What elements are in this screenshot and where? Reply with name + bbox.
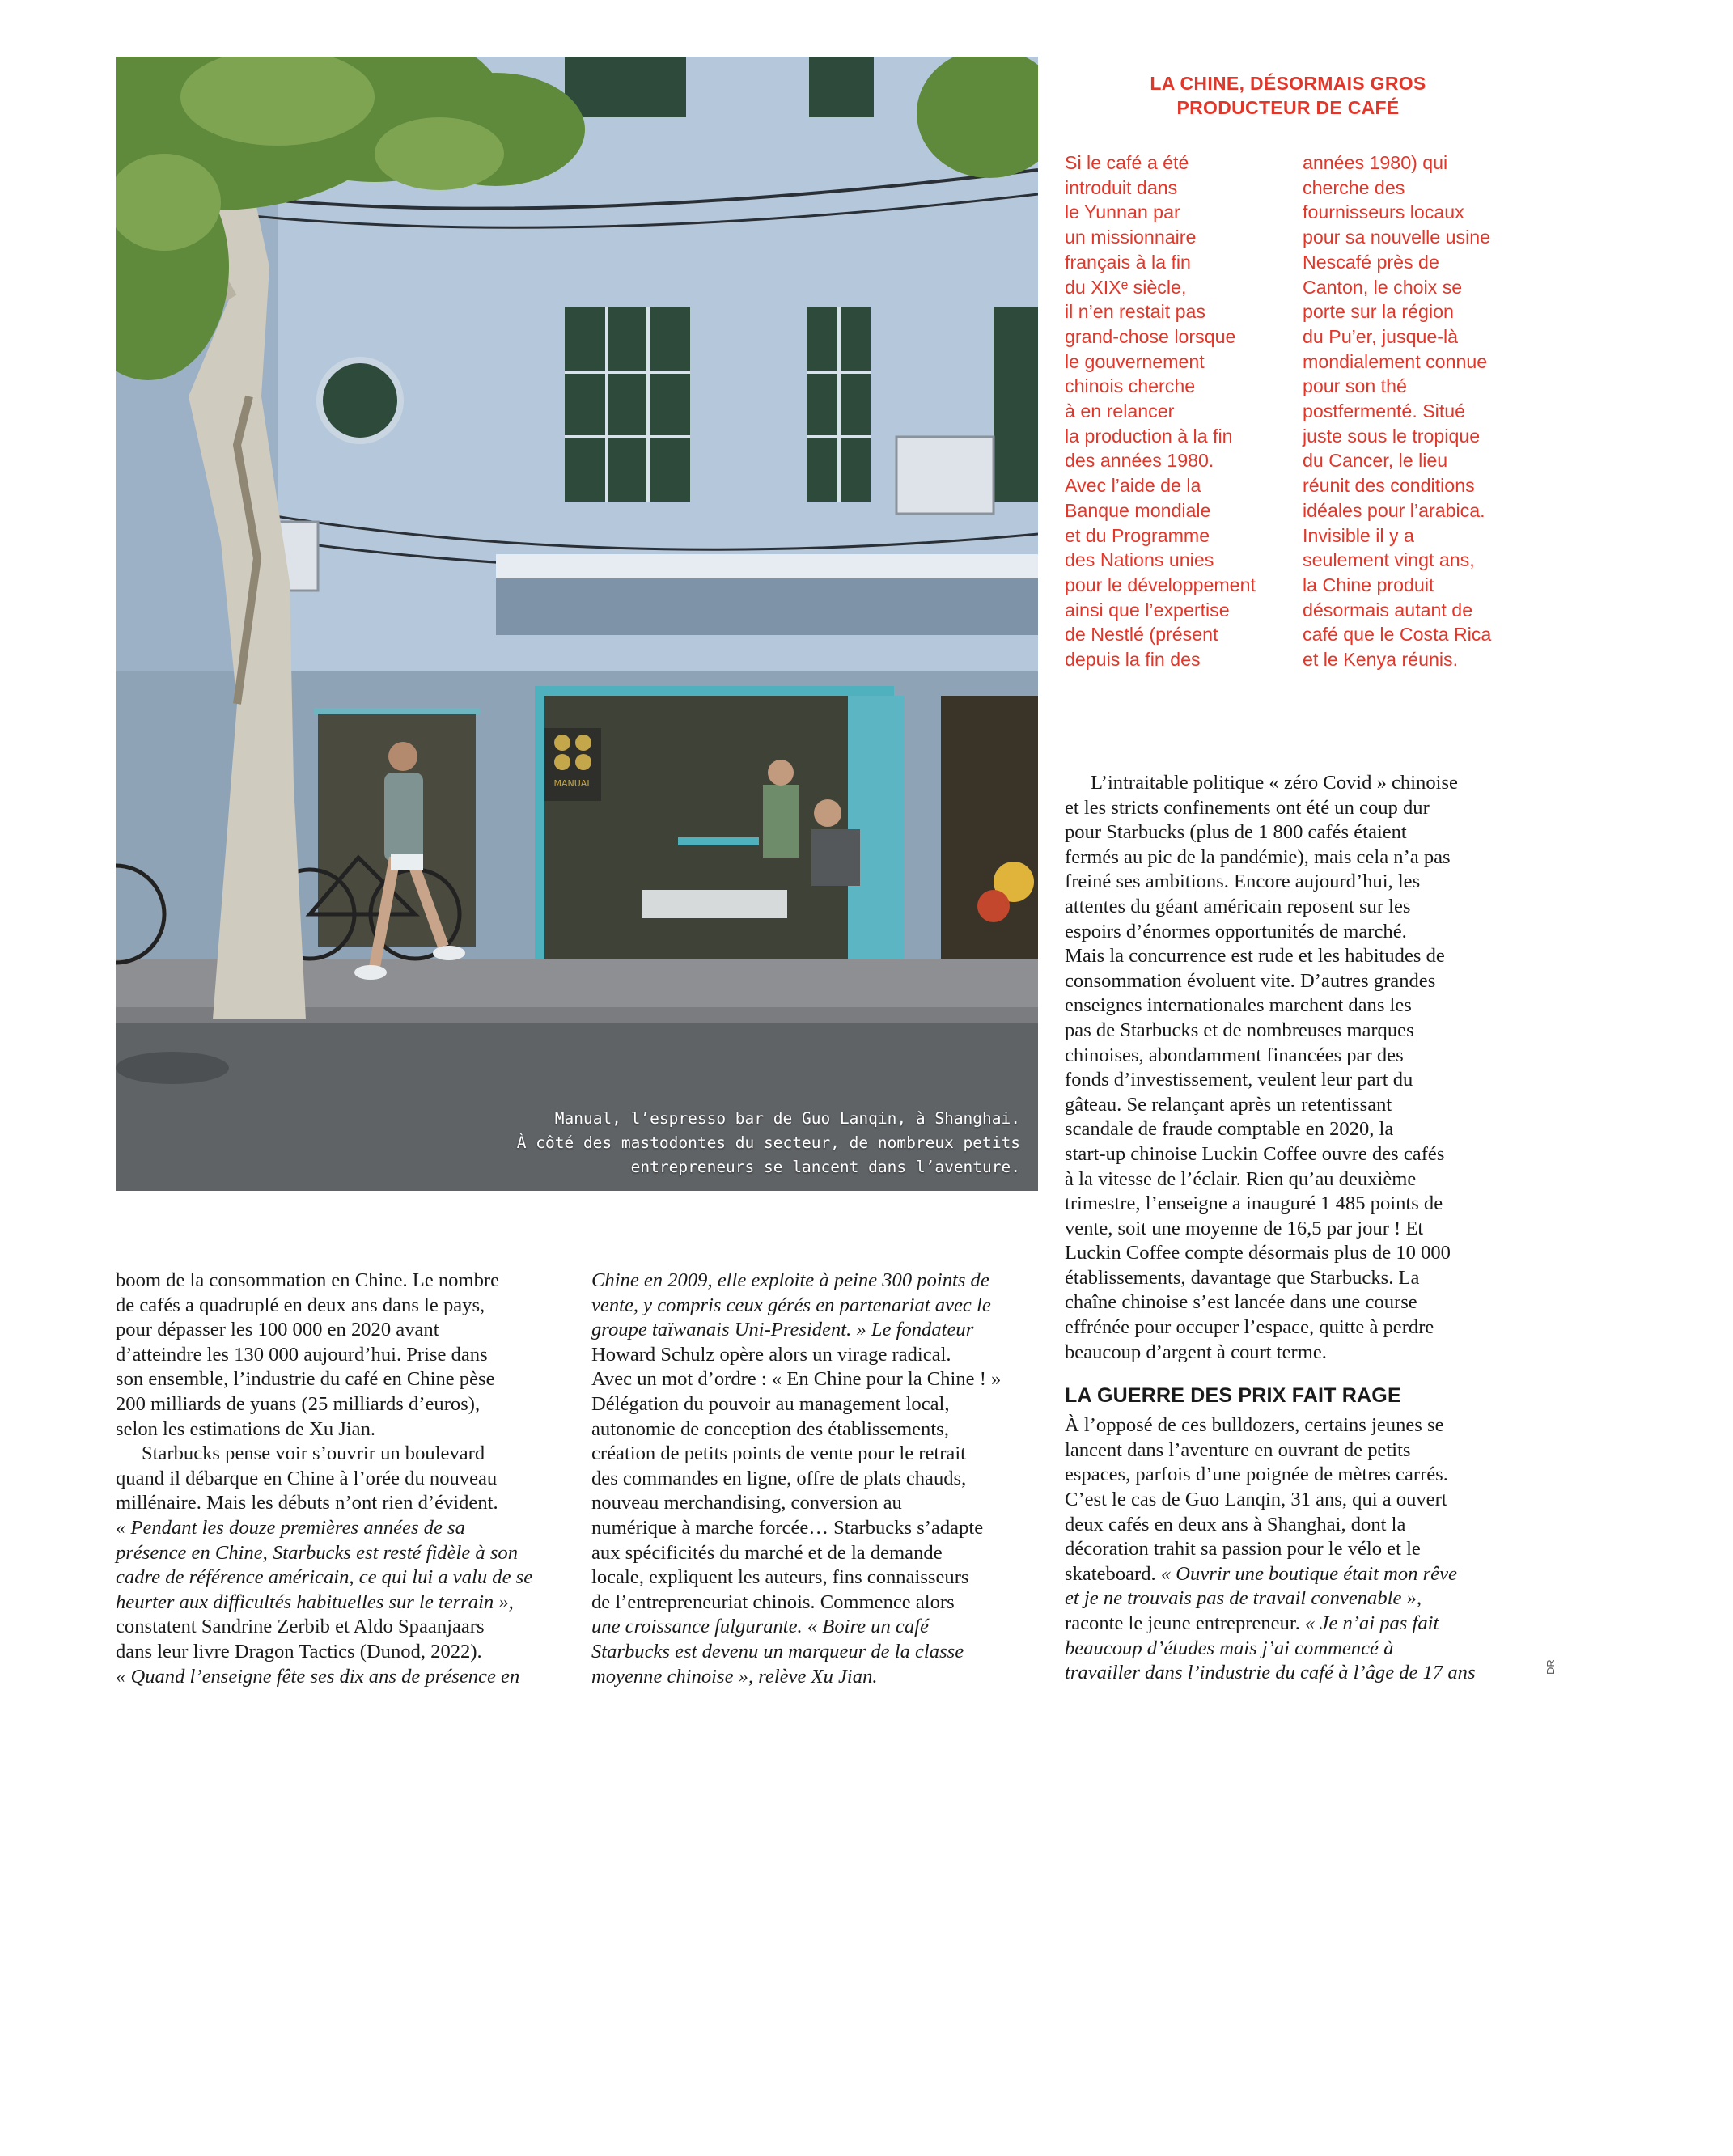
text-line: chinoises, abondamment financées par des [1065,1044,1404,1066]
text-line: du XIXᵉ siècle, [1065,276,1187,298]
text-line: son ensemble, l’industrie du café en Chine pèse [116,1368,495,1391]
text-line: cadre de référence américain, ce qui lui a valu de se [116,1566,533,1589]
text-line [1065,1612,1518,1637]
text-line: de cafés a quadruplé en deux ans dans le pays, [116,1294,485,1316]
text-line: postfermenté. Situé [1303,400,1466,422]
text-line: et les stricts confinements ont été un coup dur [1065,796,1430,819]
text-line: moyenne chinoise », relève Xu Jian. [591,1665,878,1688]
text-line: À l’opposé de ces bulldozers, certains jeunes se [1065,1414,1444,1437]
text-line: le Yunnan par [1065,201,1180,223]
text-line: mondialement connue [1303,350,1488,372]
text-line: effrénée pour occuper l’espace, quitte à perdre [1065,1316,1434,1339]
text-line: à en relancer [1065,400,1175,422]
text-line: des commandes en ligne, offre de plats chauds, [591,1467,967,1489]
text-line: depuis la fin des [1065,649,1201,671]
text-line: gâteau. Se relançant après un retentissant [1065,1093,1392,1116]
caption-line: Manual, l’espresso bar de Guo Lanqin, à Shanghai. [554,1109,1020,1128]
text-line: Avec l’aide de la [1065,475,1201,497]
caption-line: À côté des mastodontes du secteur, de nombreux petits [516,1133,1020,1152]
text-line: beaucoup d’études mais j’ai commencé à [1065,1637,1394,1659]
text-line: quand il débarque en Chine à l’orée du nouveau [116,1467,498,1489]
text-line: d’atteindre les 130 000 aujourd’hui. Prise dans [116,1343,488,1366]
text-line: et le Kenya réunis. [1303,649,1459,671]
text-line: Si le café a été [1065,152,1189,173]
text-line: vente, soit une moyenne de 16,5 par jour ! Et [1065,1217,1424,1239]
text-line: Luckin Coffee compte désormais plus de 10 000 [1065,1242,1451,1264]
text-line: Chine en 2009, elle exploite à peine 300 points de [591,1269,989,1291]
text-line: beaucoup d’argent à court terme. [1065,1341,1327,1363]
text-line: pour sa nouvelle usine [1303,227,1491,248]
article-column-3 [1065,771,1518,1686]
text-line: de l’entrepreneuriat chinois. Commence alors [591,1591,955,1613]
text-line: et du Programme [1065,524,1210,546]
text-line: millénaire. Mais les débuts n’ont rien d’évident. [116,1492,498,1514]
text-line: aux spécificités du marché et de la demande [591,1541,943,1564]
text-line: attentes du géant américain reposent sur les [1065,895,1411,917]
text-line: et je ne trouvais pas de travail convenable », [1065,1587,1422,1610]
text-line: fournisseurs locaux [1303,201,1464,223]
text-line: Banque mondiale [1065,499,1211,521]
sidebar-text-right [1303,150,1521,672]
text-line: Canton, le choix se [1303,276,1463,298]
text-run: skateboard. [1065,1562,1161,1585]
text-line: des années 1980. [1065,450,1214,472]
text-line: « Quand l’enseigne fête ses dix ans de présence en [116,1665,520,1688]
text-line: lancent dans l’aventure en ouvrant de petits [1065,1438,1411,1461]
text-line: nouveau merchandising, conversion au [591,1492,902,1514]
photo-caption [405,1107,1020,1180]
text-line: du Pu’er, jusque-là [1303,325,1459,347]
text-line: la production à la fin [1065,425,1233,447]
text-line: vente, y compris ceux gérés en partenariat avec le [591,1294,991,1316]
text-line: Délégation du pouvoir au management local, [591,1392,950,1415]
street-photo-image [116,57,1038,1191]
text-line: pour Starbucks (plus de 1 800 cafés étaient [1065,821,1407,844]
text-line: groupe taïwanais Uni-President. » Le fondateur [591,1319,974,1341]
text-line: Avec un mot d’ordre : « En Chine pour la Chine ! » [591,1368,1002,1391]
text-line: Starbucks pense voir s’ouvrir un boulevard [142,1442,485,1465]
text-line: Starbucks est devenu un marqueur de la classe [591,1640,964,1663]
text-line: idéales pour l’arabica. [1303,499,1485,521]
text-line: pour dépasser les 100 000 en 2020 avant [116,1319,439,1341]
text-line: du Cancer, le lieu [1303,450,1448,472]
text-line: espoirs d’énormes opportunités de marché. [1065,920,1407,942]
text-line: freiné ses ambitions. Encore aujourd’hui, les [1065,870,1421,893]
article-column-1 [116,1269,569,1689]
text-line: boom de la consommation en Chine. Le nombre [116,1269,500,1291]
text-line: années 1980) qui [1303,152,1448,173]
text-line: un missionnaire [1065,227,1197,248]
text-run-italic: « Ouvrir une boutique était mon rêve [1160,1562,1457,1585]
shop-sign: MANUAL [553,778,592,789]
text-line: fermés au pic de la pandémie), mais cela n’a pas [1065,845,1451,868]
text-line: fonds d’investissement, veulent leur part du [1065,1069,1413,1091]
text-line: dans leur livre Dragon Tactics (Dunod, 2022). [116,1640,482,1663]
caption-line: entrepreneurs se lancent dans l’aventure. [630,1158,1020,1176]
text-line: création de petits points de vente pour le retrait [591,1442,967,1465]
text-line [1065,1562,1518,1587]
text-line: L’intraitable politique « zéro Covid » chinoise [1091,772,1458,794]
text-line: autonomie de conception des établissements, [591,1417,949,1440]
text-line: Mais la concurrence est rude et les habitudes de [1065,945,1445,968]
text-line: désormais autant de [1303,599,1473,621]
text-line: ainsi que l’expertise [1065,599,1230,621]
text-line: chinois cherche [1065,375,1196,397]
text-line: Howard Schulz opère alors un virage radical. [591,1343,951,1366]
text-line: grand-chose lorsque [1065,325,1236,347]
text-line: espaces, parfois d’une poignée de mètres carrés. [1065,1463,1448,1486]
text-line: de Nestlé (présent [1065,624,1218,646]
text-line: cherche des [1303,176,1405,198]
article-column-3-part-a [1065,771,1518,1365]
text-line: réunit des conditions [1303,475,1475,497]
text-line: 200 milliards de yuans (25 milliards d’euros), [116,1392,481,1415]
text-line: à la vitesse de l’éclair. Rien qu’au deuxième [1065,1167,1417,1190]
text-line: enseignes internationales marchent dans les [1065,994,1412,1017]
text-line: scandale de fraude comptable en 2020, la [1065,1118,1394,1141]
photo-credit: DR [1544,1659,1557,1675]
text-line: introduit dans [1065,176,1178,198]
text-line: il n’en restait pas [1065,301,1205,323]
text-line: présence en Chine, Starbucks est resté fidèle à son [116,1541,518,1564]
text-line: numérique à marche forcée… Starbucks s’adapte [591,1516,984,1539]
text-line: une croissance fulgurante. « Boire un café [591,1616,929,1638]
text-line: locale, expliquent les auteurs, fins connaisseurs [591,1566,969,1589]
text-line: selon les estimations de Xu Jian. [116,1417,376,1440]
text-line: décoration trahit sa passion pour le vélo et le [1065,1538,1421,1561]
text-run: raconte le jeune entrepreneur. [1065,1612,1306,1634]
text-line: C’est le cas de Guo Lanqin, 31 ans, qui a ouvert [1065,1489,1447,1511]
text-line: deux cafés en deux ans à Shanghai, dont la [1065,1513,1406,1535]
article-photo [116,57,1038,1191]
article-column-2 [591,1269,1044,1689]
text-line: porte sur la région [1303,301,1454,323]
sidebar-text-left [1065,150,1283,672]
text-line: Invisible il y a [1303,524,1414,546]
text-line: pour le développement [1065,574,1256,595]
sidebar-title: LA CHINE, DÉSORMAIS GROS PRODUCTEUR DE CAFÉ [1150,73,1426,118]
text-line: start-up chinoise Luckin Coffee ouvre des cafés [1065,1142,1445,1165]
text-line: Nescafé près de [1303,251,1439,273]
text-line: des Nations unies [1065,549,1214,571]
text-line: pas de Starbucks et de nombreuses marques [1065,1019,1414,1041]
text-line: chaîne chinoise s’est lancée dans une course [1065,1291,1417,1314]
text-line: constatent Sandrine Zerbib et Aldo Spaanjaars [116,1616,485,1638]
text-line: heurter aux difficultés habituelles sur le terrain », [116,1591,514,1613]
text-line: la Chine produit [1303,574,1434,595]
text-line: travailler dans l’industrie du café à l’âge de 17 ans [1065,1662,1476,1684]
text-line: établissements, davantage que Starbucks. La [1065,1266,1420,1289]
text-line: pour son thé [1303,375,1407,397]
text-line: le gouvernement [1065,350,1205,372]
text-line: français à la fin [1065,251,1191,273]
text-line: trimestre, l’enseigne a inauguré 1 485 points de [1065,1192,1443,1215]
section-subheading: LA GUERRE DES PRIX FAIT RAGE [1065,1384,1401,1408]
article-column-3-part-b [1065,1413,1518,1686]
text-line: seulement vingt ans, [1303,549,1475,571]
text-run-italic: « Je n’ai pas fait [1305,1612,1439,1634]
text-line: café que le Costa Rica [1303,624,1492,646]
text-line: consommation évoluent vite. D’autres grandes [1065,969,1436,992]
text-line: juste sous le tropique [1303,425,1481,447]
text-line: « Pendant les douze premières années de sa [116,1516,465,1539]
